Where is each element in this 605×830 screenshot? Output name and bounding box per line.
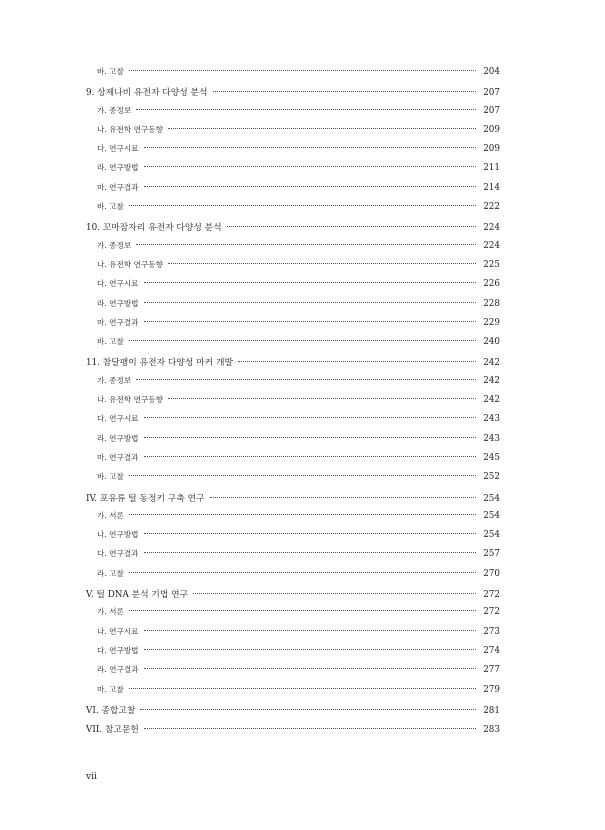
dot-leader	[129, 610, 476, 611]
toc-entry-title: 다. 연구시료	[97, 414, 139, 424]
toc-entry-page: 245	[483, 452, 500, 463]
dot-leader	[129, 70, 476, 71]
toc-entry-page: 224	[483, 223, 500, 234]
toc-subsection-entry	[86, 529, 500, 548]
toc-entry-title: 다. 연구방법	[97, 645, 139, 655]
dot-leader	[136, 379, 476, 380]
toc-entry-page: 211	[483, 163, 500, 174]
toc-subsection-entry	[86, 626, 500, 645]
toc-entry-page: 207	[483, 105, 500, 116]
toc-entry-title: 마. 연구결과	[97, 182, 139, 192]
toc-subsection-entry	[86, 433, 500, 452]
dot-leader	[129, 572, 476, 573]
toc-entry-title: 나. 연구시료	[97, 626, 139, 636]
toc-subsection-entry	[86, 317, 500, 336]
toc-entry-title: 바. 고찰	[97, 67, 124, 76]
toc-entry-title: IV. 포유류 털 동정키 구축 연구	[86, 493, 205, 504]
toc-subsection-entry	[86, 240, 500, 259]
dot-leader	[210, 497, 476, 498]
toc-entry-page: 252	[483, 472, 500, 483]
toc-entry-title: 9. 상제나비 유전자 다양성 분석	[86, 88, 208, 99]
toc-entry-page: 272	[483, 607, 500, 618]
toc-entry-page: 272	[483, 590, 500, 601]
toc-subsection-entry	[86, 278, 500, 297]
dot-leader	[144, 417, 476, 418]
toc-entry-title: V. 털 DNA 분석 기법 연구	[86, 590, 189, 601]
dot-leader	[144, 533, 476, 534]
toc-entry-title: 나. 유전학 연구동향	[97, 259, 163, 269]
toc-entry-title: 라. 연구결과	[97, 665, 139, 675]
dot-leader	[140, 709, 476, 710]
dot-leader	[238, 361, 476, 362]
toc-entry-page: 209	[483, 124, 500, 135]
toc-entry-title: 마. 연구결과	[97, 317, 139, 327]
toc-entry-page: 222	[483, 202, 500, 213]
toc-section-entry	[86, 587, 500, 606]
dot-leader	[129, 514, 476, 515]
toc-entry-page: 283	[483, 725, 500, 736]
dot-leader	[129, 340, 476, 341]
dot-leader	[144, 147, 476, 148]
dot-leader	[168, 398, 476, 399]
toc-subsection-entry	[86, 471, 500, 490]
toc-subsection-entry	[86, 201, 500, 220]
toc-entry-title: 가. 종정보	[97, 240, 132, 250]
toc-entry-page: 242	[483, 358, 500, 369]
toc-entry-title: 바. 고찰	[97, 337, 124, 347]
toc-subsection-entry	[86, 452, 500, 471]
dot-leader	[144, 282, 476, 283]
toc-entry-page: 254	[483, 493, 500, 504]
toc-entry-title: 다. 연구결과	[97, 549, 139, 559]
toc-entry-title: 나. 연구방법	[97, 530, 139, 540]
toc-entry-title: 다. 연구시료	[97, 144, 139, 154]
toc-entry-page: 209	[483, 144, 500, 155]
toc-entry-title: 마. 연구결과	[97, 452, 139, 462]
toc-entry-page: 254	[483, 530, 500, 541]
toc-entry-title: 나. 유전학 연구동향	[97, 124, 163, 134]
page-number: vii	[86, 772, 97, 782]
toc-entry-title: 라. 연구방법	[97, 163, 139, 173]
toc-subsection-entry	[86, 394, 500, 413]
toc-entry-page: 243	[483, 414, 500, 425]
toc-subsection-entry	[86, 510, 500, 529]
toc-entry-title: 나. 유전학 연구동향	[97, 395, 163, 405]
toc-subsection-entry	[86, 548, 500, 567]
toc-entry-title: 가. 종정보	[97, 105, 132, 115]
toc-subsection-entry	[86, 568, 500, 587]
toc-entry-page: 270	[483, 568, 500, 579]
toc-section-entry	[86, 220, 500, 239]
dot-leader	[144, 728, 476, 729]
toc-entry-title: 바. 고찰	[97, 472, 124, 482]
toc-entry-page: 277	[483, 665, 500, 676]
toc-entry-page: 240	[483, 337, 500, 348]
toc-entry-page: 242	[483, 395, 500, 406]
dot-leader	[144, 456, 476, 457]
toc-entry-title: VI. 종합고찰	[86, 705, 136, 716]
dot-leader	[144, 649, 476, 650]
toc-entry-title: 다. 연구시료	[97, 279, 139, 289]
dot-leader	[144, 321, 476, 322]
dot-leader	[144, 437, 476, 438]
toc-subsection-entry	[86, 124, 500, 143]
toc-entry-page: 204	[483, 67, 500, 77]
toc-subsection-entry	[86, 66, 500, 85]
toc-entry-page: 226	[483, 279, 500, 290]
toc-entry-page: 224	[483, 240, 500, 251]
toc-entry-page: 207	[483, 88, 500, 99]
toc-entry-page: 279	[483, 684, 500, 695]
toc-entry-title: 마. 고찰	[97, 684, 124, 694]
dot-leader	[129, 205, 476, 206]
toc-subsection-entry	[86, 684, 500, 703]
toc-subsection-entry	[86, 182, 500, 201]
toc-subsection-entry	[86, 664, 500, 683]
toc-entry-page: 243	[483, 433, 500, 444]
dot-leader	[144, 166, 476, 167]
toc-section-entry	[86, 85, 500, 104]
table-of-contents	[86, 66, 500, 741]
toc-subsection-entry	[86, 413, 500, 432]
toc-section-entry	[86, 722, 500, 741]
toc-entry-page: 273	[483, 626, 500, 637]
toc-entry-title: 라. 고찰	[97, 568, 124, 578]
dot-leader	[129, 688, 476, 689]
toc-entry-page: 229	[483, 317, 500, 328]
toc-entry-page: 274	[483, 645, 500, 656]
toc-subsection-entry	[86, 298, 500, 317]
dot-leader	[193, 593, 476, 594]
dot-leader	[168, 128, 476, 129]
dot-leader	[144, 302, 476, 303]
toc-section-entry	[86, 703, 500, 722]
toc-entry-page: 214	[483, 182, 500, 193]
toc-subsection-entry	[86, 143, 500, 162]
toc-entry-page: 242	[483, 375, 500, 386]
dot-leader	[227, 226, 476, 227]
toc-entry-title: 가. 서론	[97, 607, 124, 617]
toc-entry-title: 가. 서론	[97, 510, 124, 520]
toc-subsection-entry	[86, 645, 500, 664]
dot-leader	[136, 109, 476, 110]
toc-entry-page: 257	[483, 549, 500, 560]
toc-subsection-entry	[86, 162, 500, 181]
toc-section-entry	[86, 491, 500, 510]
toc-entry-title: 11. 참달팽이 유전자 다양성 마커 개발	[86, 358, 233, 369]
toc-subsection-entry	[86, 606, 500, 625]
dot-leader	[144, 630, 476, 631]
toc-subsection-entry	[86, 259, 500, 278]
toc-entry-title: VII. 참고문헌	[86, 725, 139, 736]
toc-subsection-entry	[86, 336, 500, 355]
toc-entry-title: 10. 꼬마잠자리 유전자 다양성 분석	[86, 223, 222, 234]
dot-leader	[136, 244, 476, 245]
toc-entry-page: 225	[483, 259, 500, 270]
toc-entry-title: 바. 고찰	[97, 202, 124, 212]
toc-entry-title: 라. 연구방법	[97, 433, 139, 443]
dot-leader	[213, 91, 476, 92]
toc-subsection-entry	[86, 375, 500, 394]
dot-leader	[144, 552, 476, 553]
toc-entry-page: 281	[483, 705, 500, 716]
toc-entry-page: 228	[483, 298, 500, 309]
toc-section-entry	[86, 355, 500, 374]
dot-leader	[168, 263, 476, 264]
toc-entry-page: 254	[483, 510, 500, 521]
toc-subsection-entry	[86, 105, 500, 124]
dot-leader	[144, 668, 476, 669]
dot-leader	[129, 475, 476, 476]
dot-leader	[144, 186, 476, 187]
toc-entry-title: 라. 연구방법	[97, 298, 139, 308]
toc-entry-title: 가. 종정보	[97, 375, 132, 385]
